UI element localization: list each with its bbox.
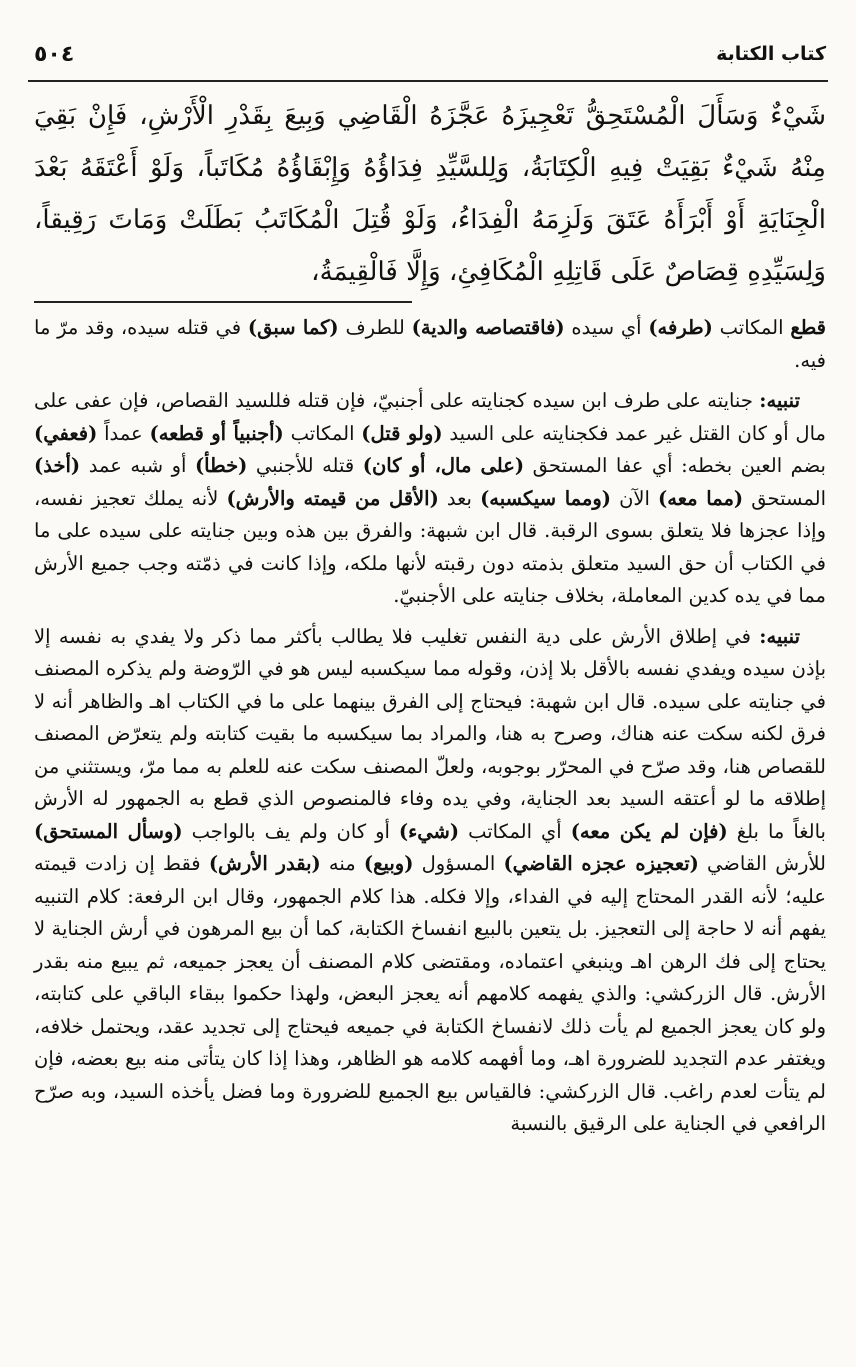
commentary-text: جنايته على طرف ابن سيده كجنايته على أجنبيّ، فإن قتله فللسيد القصاص، فإن عفى على مال أو كان القتل غير عمد فكجنايته على السيد [34, 389, 826, 445]
commentary-text: في قتله سيده، وقد مرّ ما فيه. [34, 316, 826, 372]
commentary-paragraph-1 [34, 312, 826, 377]
header-rule [28, 80, 828, 82]
quoted-matn: (بقدر الأرش) [208, 852, 321, 875]
commentary-text: المسؤول [413, 852, 504, 875]
matn-text: شَيْءٌ وَسَأَلَ الْمُسْتَحِقُّ تَعْجِيزَهُ عَجَّزَهُ الْقَاضِي وَبِيعَ بِقَدْرِ الْأَرْشِ، فَإِنْ بَقِيَ مِنْهُ شَيْءٌ بَقِيَتْ فِيهِ الْكِتَابَةُ، وَلِلسَّيِّدِ فِدَاؤُهُ وَإِبْقَاؤُهُ مُكَاتَباً، وَلَوْ أَعْتَقَهُ بَعْدَ الْجِنَايَةِ أَوْ أَبْرَأَهُ عَتَقَ وَلَزِمَهُ الْفِدَاءُ، وَلَوْ قُتِلَ الْمُكَاتَبُ بَطَلَتْ وَمَاتَ رَقِيقاً، وَلِسَيِّدِهِ قِصَاصٌ عَلَى قَاتِلِهِ الْمُكَافِئِ، وَإِلَّا فَالْقِيمَةُ، [34, 101, 826, 287]
quoted-matn: (فاقتصاصه والدية) [411, 316, 565, 339]
quoted-matn: (شيء) [398, 819, 460, 843]
matn-separator-rule [34, 301, 412, 303]
commentary-text: الآن [611, 486, 659, 510]
note-label: تنبيه: [759, 389, 800, 412]
quoted-matn: (على مال، أو كان) [362, 454, 525, 477]
quoted-matn: (فإن لم يكن معه) [570, 819, 728, 843]
commentary-text: بعد [438, 486, 481, 510]
commentary-text: لأنه يملك تعجيز نفسه، وإذا عجزها فلا يتعلق بسوى الرقبة. قال ابن شبهة: والفرق بين هذه وبين جنايته على سيده على ما في الكتاب أن حق السيد متعلق بذمته دون رقبته لأنها ملكه، وإذا كانت في ذمّته وجب جميع الأرش مما في يده كدين المعاملة، بخلاف جنايته على الأجنبيّ. [34, 486, 826, 607]
commentary [34, 312, 826, 1149]
quoted-matn: (تعجيزه عجزه القاضي) [503, 852, 699, 875]
quoted-matn: (خطأ) [194, 454, 248, 477]
commentary-text: أو شبه عمد [80, 454, 195, 477]
quoted-matn: قطع [790, 316, 827, 339]
commentary-text: المكاتب [283, 421, 362, 445]
quoted-matn: (الأقل من قيمته والأرش) [226, 486, 439, 510]
commentary-text: للطرف [338, 316, 412, 339]
commentary-paragraph-3 [34, 621, 826, 1141]
quoted-matn: (أجنبياً أو قطعه) [149, 421, 284, 445]
running-title: كتاب الكتابة [716, 43, 826, 65]
commentary-text: أي سيده [564, 316, 649, 339]
page-header [34, 34, 826, 74]
commentary-paragraph-2 [34, 385, 826, 613]
quoted-matn: (طرفه) [648, 316, 713, 339]
quoted-matn: (كما سبق) [247, 316, 339, 339]
commentary-text: المستحق [743, 486, 827, 510]
commentary-text: أو كان ولم يف بالواجب [182, 819, 399, 843]
quoted-matn: (ولو قتل) [361, 421, 443, 445]
quoted-matn: (مما معه) [658, 486, 744, 510]
commentary-text: المكاتب [712, 316, 791, 339]
commentary-text: عمداً [97, 421, 150, 445]
quoted-matn: (وسأل المستحق) [34, 819, 183, 843]
quoted-matn: (أخذ) [34, 454, 81, 477]
commentary-text: منه [320, 852, 364, 875]
quoted-matn: (ومما سيكسبه) [480, 486, 612, 510]
commentary-text: قتله للأجنبي [247, 454, 363, 477]
page-number: ٥٠٤ [34, 41, 75, 67]
quoted-matn: (فعفي) [34, 421, 98, 445]
quoted-matn: (وبيع) [363, 852, 414, 875]
commentary-text: فقط إن زادت قيمته عليه؛ لأنه القدر المحتاج إليه في الفداء، وإلا فكله. هذا كلام الجمهور، وقال ابن الرفعة: كلام التنبيه يفهم أنه لا حاجة إلى التعجيز. بل يتعين بالبيع انفساخ الكتابة، كما أن بيع المرهون في أرش الجناية لا يحتاج إلى فك الرهن اهـ وينبغي اعتماده، ومقتضى كلام المصنف أن يعجز جميعه، ثم يبيع منه بقدر الأرش. قال الزركشي: والذي يفهمه كلامهم أنه يعجز البعض، ولهذا حكموا ببقاء الباقي على كتابته، ولو كان يعجز الجميع لم يأت ذلك لانفساخ الكتابة في جميعه فيحتاج إلى تجديد عقد، ويحتمل خلافه، ويغتفر عدم التجديد للضرورة اهـ، وما أفهمه كلامه هو الظاهر، وهذا إذا كان يتأتى منه بيع بعضه، فإن لم يتأت لعدم راغب. قال الزركشي: فالقياس بيع الجميع للضرورة وما فضل يأخذه السيد، وبه صرّح الرافعي في الجناية على الرقيق بالنسبة [34, 852, 826, 1135]
commentary-text: أي المكاتب [459, 819, 571, 843]
commentary-text: للأرش القاضي [698, 852, 827, 875]
commentary-text: بضم العين بخطه: أي عفا المستحق [524, 454, 826, 477]
commentary-text: في إطلاق الأرش على دية النفس تغليب فلا يطالب بأكثر مما ذكر ولا يفدي به نفسه إلا بإذن سيده ويفدي نفسه بالأقل بلا إذن، وقوله مما سيكسبه ليس هو في الرّوضة ولم يذكره المصنف في جنايته على سيده. قال ابن شهبة: فيحتاج إلى الفرق بينهما على ما في الكتاب اهـ والظاهر أنه لا فرق لكنه سكت عنه هناك، وصرح به هنا، والمراد بما سيكسبه ما بقيت كتابته ولم يتعرّض المصنف للقصاص هنا، وقد صرّح في المحرّر بوجوبه، ولعلّ المصنف سكت عنه للعلم به مما مرّ، ويستثني من إطلاقه ما لو أعتقه السيد بعد الجناية، وفي يده وفاء فالمنصوص الذي قطع به الجمهور له الأرش بالغاً ما بلغ [34, 624, 826, 843]
note-label: تنبيه: [759, 624, 800, 648]
